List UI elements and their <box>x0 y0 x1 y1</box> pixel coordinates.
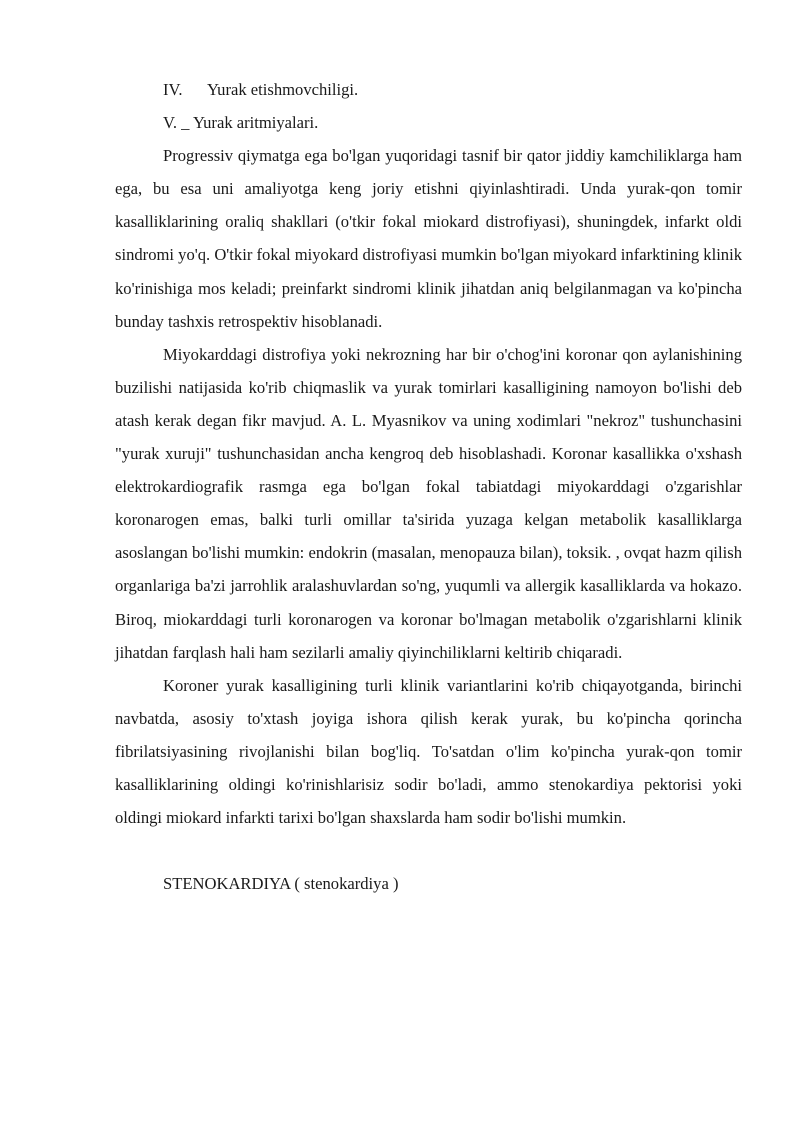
list-item-number: IV. <box>163 80 183 99</box>
document-body <box>115 73 742 900</box>
paragraph-clinical-variants: Koroner yurak kasalligining turli klinik variantlarini ko'rib chiqayotganda, birinchi navbatda, asosiy to'xtash joyiga ishora qilish kerak yurak, bu ko'pincha qorincha fibrilatsiyasining rivojlanishi bilan bog'liq. To'satdan o'lim ko'pincha yurak-qon tomir kasalliklarining oldingi ko'rinishlarisiz sodir bo'ladi, ammo stenokardiya pektorisi yoki oldingi miokard infarkti tarixi bo'lgan shaxslarda ham sodir bo'lishi mumkin. <box>115 675 742 828</box>
list-item-number: V. _ <box>163 113 190 133</box>
list-item-v <box>115 106 742 139</box>
paragraph-classification-critique: Progressiv qiymatga ega bo'lgan yuqoridagi tasnif bir qator jiddiy kamchiliklarga ham ega, bu esa uni amaliyotga keng joriy etishni qiyinlashtiradi. Unda yurak-qon tomir kasalliklarining oraliq shakllari (o'tkir fokal miokard distrofiyasi), shuningdek, infarkt oldi sindromi yo'q. O'tkir fokal miyokard distrofiyasi mumkin bo'lgan miyokard infarktining klinik ko'rinishiga mos keladi; preinfarkt sindromi klinik jihatdan aniq belgilanmagan va ko'pincha bunday tashxis retrospektiv hisoblanadi. <box>115 146 743 331</box>
section-heading: STENOKARDIYA ( stenokardiya ) <box>163 874 399 894</box>
list-item-text: Yurak aritmiyalari. <box>192 113 319 133</box>
blank-line <box>115 834 742 867</box>
list-item-text: Yurak etishmovchiligi. <box>207 80 359 99</box>
paragraph-myocardial-changes: Miyokarddagi distrofiya yoki nekrozning har bir o'chog'ini koronar qon aylanishining buzilishi natijasida ko'rib chiqmaslik va yurak tomirlari kasalligining namoyon bo'lishi deb atash kerak degan fikr mavjud. A. L. Myasnikov va uning xodimlari "nekroz" tushunchasini "yurak xuruji" tushunchasidan ancha kengroq deb hisoblashadi. Koronar kasallikka o'xshash elektrokardiografik rasmga ega bo'lgan fokal tabiatdagi miyokarddagi o'zgarishlar koronarogen emas, balki turli omillar ta'sirida yuzaga kelgan metabolik kasalliklarga asoslangan bo'lishi mumkin: endokrin (masalan, menopauza bilan), toksik. , ovqat hazm qilish organlariga ba'zi jarrohlik aralashuvlardan so'ng, yuqumli va allergik kasalliklarda va hokazo. Biroq, miokarddagi turli koronarogen va koronar bo'lmagan metabolik o'zgarishlarni klinik jihatdan farqlash hali ham sezilarli amaliy qiyinchiliklarni keltirib chiqaradi. <box>115 344 742 662</box>
list-item-iv <box>115 73 742 106</box>
